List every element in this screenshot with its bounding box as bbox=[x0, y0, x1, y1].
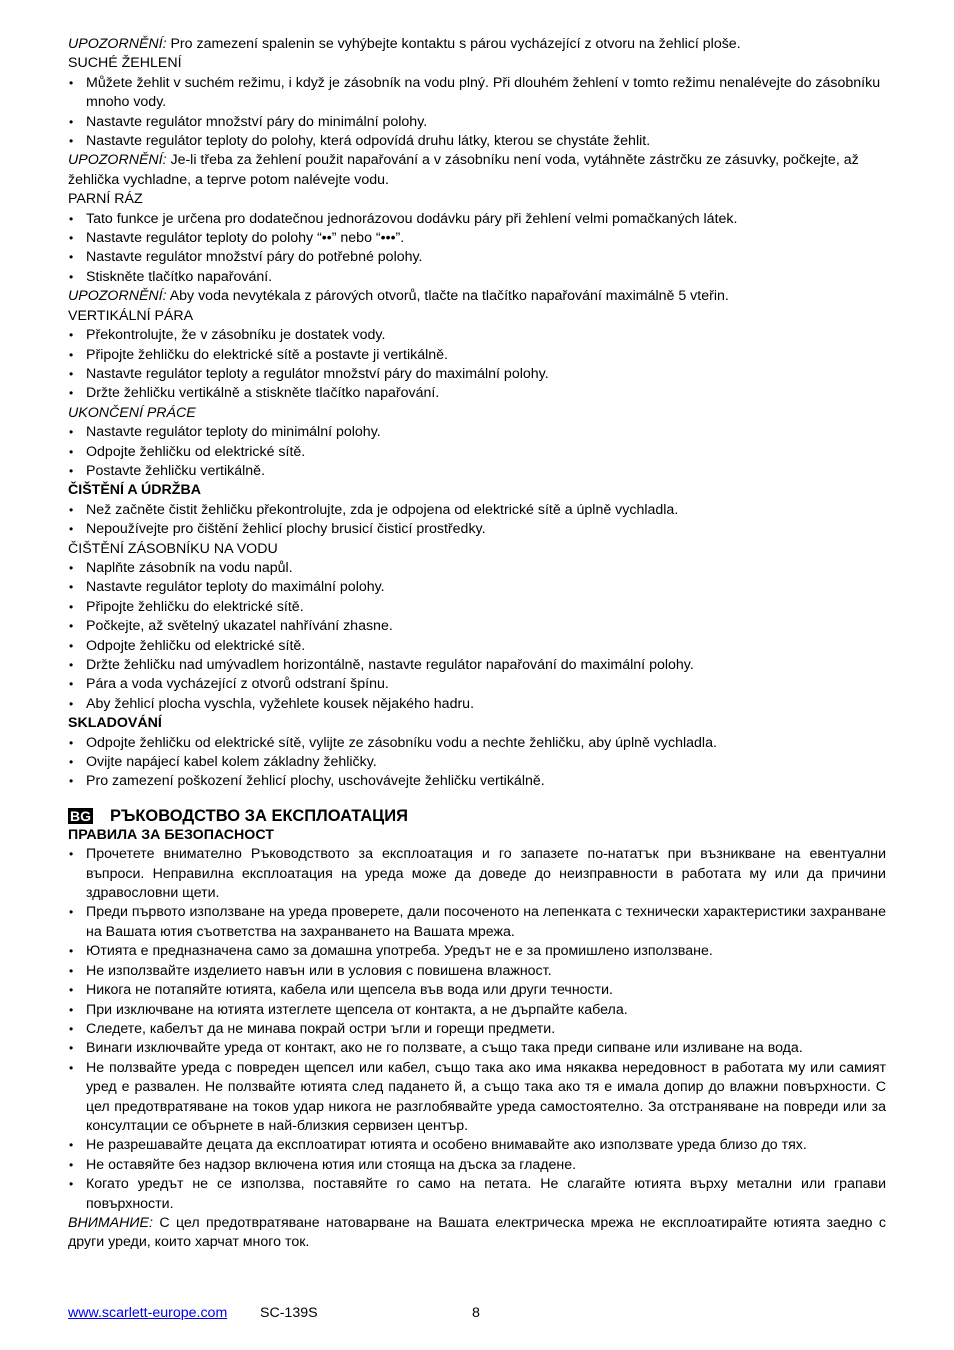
warning-1 bbox=[68, 35, 886, 54]
list-item: • Не оставяйте без надзор включена ютия или стояща на дъска за гладене. bbox=[68, 1156, 886, 1175]
bg-section-heading bbox=[68, 806, 886, 826]
warning-text: Je-li třeba za žehlení použit napařování a v zásobníku není voda, vytáhněte zástrčku ze zásuvky, počkejte, až žehlička vychladne, a teprve potom nalévejte vodu. bbox=[68, 152, 859, 188]
section-title-vertical-steam: VERTIKÁLNÍ PÁRA bbox=[68, 307, 194, 324]
list-item: • Преди първото използване на уреда проверете, дали посоченото на лепенката с технически характеристики захранване на Вашата ютия съответства на захранването на Вашата мрежа. bbox=[68, 903, 886, 942]
warning-text: С цел предотвратяване натоварване на Вашата електрическа мрежа не експлоатирайте ютията заедно с други уреди, които харчат много ток. bbox=[68, 1214, 886, 1251]
website-link[interactable]: www.scarlett-europe.com bbox=[68, 1305, 228, 1321]
list-item: • Не ползвайте уреда с повреден щепсел или кабел, също така ако има някаква нередовност в работата му или самият уред е развален. Не ползвайте ютията след падането й, а също така ако тя е имала допир до влажни повърхности. С цел предотвратяване на токов удар никога не разглобявайте уреда самостоятелно. За отстраняване на повреди или за консултации се обърнете в най-близкия сервизен център. bbox=[68, 1059, 886, 1137]
list-item: • Nastavte regulátor teploty do maximální polohy. bbox=[68, 578, 886, 597]
section-title-cleaning: ČIŠTĚNÍ A ÚDRŽBA bbox=[68, 482, 201, 499]
list-item: • Ютията е предназначена само за домашна употреба. Уредът не е за промишлено използване. bbox=[68, 942, 886, 961]
list-item: • Držte žehličku vertikálně a stiskněte tlačítko napařování. bbox=[68, 384, 886, 403]
list-item: • Odpojte žehličku od elektrické sítě, vylijte ze zásobníku vodu a nechte žehličku, aby úplně vychladla. bbox=[68, 734, 886, 753]
list-item: • Pára a voda vycházející z otvorů odstraní špínu. bbox=[68, 675, 886, 694]
list-item: • Můžete žehlit v suchém režimu, i když je zásobník na vodu plný. Při dlouhém žehlení v tomto režimu nenalévejte do zásobníku mnoho vody. bbox=[68, 74, 886, 113]
list-tank-cleaning bbox=[68, 559, 886, 714]
list-item: • Držte žehličku nad umývadlem horizontálně, nastavte regulátor napařování do maximální polohy. bbox=[68, 656, 886, 675]
list-item: • Не използвайте изделието навън или в условия с повишена влажност. bbox=[68, 962, 886, 981]
list-item: • Odpojte žehličku od elektrické sítě. bbox=[68, 443, 886, 462]
list-item: • Nastavte regulátor množství páry do potřebné polohy. bbox=[68, 248, 886, 267]
list-item: • Překontrolujte, že v zásobníku je dostatek vody. bbox=[68, 326, 886, 345]
warning-label: UPOZORNĚNÍ: bbox=[68, 288, 167, 305]
section-title-steam-burst: PARNÍ RÁZ bbox=[68, 191, 143, 208]
warning-text: Pro zamezení spalenin se vyhýbejte kontaktu s párou vycházející z otvoru na žehlicí ploše. bbox=[166, 36, 741, 52]
section-title-tank-cleaning: ČIŠTĚNÍ ZÁSOBNÍKU NA VODU bbox=[68, 540, 278, 557]
list-item: • Не разрешавайте децата да експлоатират ютията и особено внимавайте ако използвате уреда близо до тях. bbox=[68, 1136, 886, 1155]
list-item: • Pro zamezení poškození žehlicí plochy, uschovávejte žehličku vertikálně. bbox=[68, 772, 886, 791]
list-item: • Nastavte regulátor teploty do polohy “••” nebo “•••”. bbox=[68, 229, 886, 248]
list-item: • Прочетете внимателно Ръководството за експлоатация и го запазете по-нататък при възникване на евентуални въпроси. Неправилна експлоатация на уреда може да доведе до неизправности в работата му или да причини здравословни щети. bbox=[68, 845, 886, 903]
section-title-storage: SKLADOVÁNÍ bbox=[68, 715, 162, 732]
warning-label: UPOZORNĚNÍ: bbox=[68, 36, 167, 52]
list-item: • Naplňte zásobník na vodu napůl. bbox=[68, 559, 886, 578]
list-item: • Nepoužívejte pro čištění žehlicí plochy brusicí čisticí prostředky. bbox=[68, 520, 886, 539]
list-item: • Nastavte regulátor teploty do minimální polohy. bbox=[68, 423, 886, 442]
list-safety bbox=[68, 845, 886, 1214]
list-storage bbox=[68, 734, 886, 792]
warning-label: ВНИМАНИЕ: bbox=[68, 1214, 153, 1231]
list-item: • Винаги изключвайте уреда от контакт, ако не го ползвате, а също така преди сипване или изливане на вода. bbox=[68, 1039, 886, 1058]
list-item: • Aby žehlicí plocha vyschla, vyžehlete kousek nějakého hadru. bbox=[68, 695, 886, 714]
warning-3 bbox=[68, 287, 886, 306]
list-cleaning bbox=[68, 501, 886, 540]
language-badge: BG bbox=[70, 807, 91, 824]
bg-warning-note bbox=[68, 1214, 886, 1253]
list-steam-burst bbox=[68, 210, 886, 288]
warning-label: UPOZORNĚNÍ: bbox=[68, 152, 167, 169]
list-item: • Připojte žehličku do elektrické sítě a postavte ji vertikálně. bbox=[68, 346, 886, 365]
model-number: SC-139S bbox=[260, 1305, 318, 1321]
list-item: • Stiskněte tlačítko napařování. bbox=[68, 268, 886, 287]
warning-text: Aby voda nevytékala z párových otvorů, tlačte na tlačítko napařování maximálně 5 vteřin. bbox=[166, 288, 729, 305]
list-item: • При изключване на ютията изтеглете щепсела от контакта, а не дърпайте кабела. bbox=[68, 1001, 886, 1020]
list-item: • Nastavte regulátor teploty do polohy, která odpovídá druhu látky, kterou se chystáte žehlit. bbox=[68, 132, 886, 151]
list-end-of-work bbox=[68, 423, 886, 481]
section-title-end-of-work: UKONČENÍ PRÁCE bbox=[68, 404, 196, 421]
list-item: • Nastavte regulátor množství páry do minimální polohy. bbox=[68, 113, 886, 132]
document-page bbox=[68, 35, 886, 1253]
list-vertical-steam bbox=[68, 326, 886, 404]
bg-manual-title: РЪКОВОДСТВО ЗА ЕКСПЛОАТАЦИЯ bbox=[110, 806, 408, 825]
page-number: 8 bbox=[472, 1305, 480, 1321]
list-item: • Ovijte napájecí kabel kolem základny žehličky. bbox=[68, 753, 886, 772]
list-item: • Никога не потапяйте ютията, кабела или щепсела във вода или други течности. bbox=[68, 981, 886, 1000]
list-item: • Tato funkce je určena pro dodatečnou jednorázovou dodávku páry při žehlení velmi pomačkaných látek. bbox=[68, 210, 886, 229]
warning-2 bbox=[68, 151, 886, 190]
list-dry-ironing bbox=[68, 74, 886, 152]
list-item: • Когато уредът не се използва, поставяйте го само на петата. Не слагайте ютията върху метални или грапави повърхности. bbox=[68, 1175, 886, 1214]
section-title-dry-ironing: SUCHÉ ŽEHLENÍ bbox=[68, 55, 182, 72]
list-item: • Než začněte čistit žehličku překontrolujte, zda je odpojena od elektrické sítě a úplně vychladla. bbox=[68, 501, 886, 520]
list-item: • Postavte žehličku vertikálně. bbox=[68, 462, 886, 481]
list-item: • Следете, кабелът да не минава покрай остри ъгли и горещи предмети. bbox=[68, 1020, 886, 1039]
page-footer bbox=[68, 1304, 886, 1322]
list-item: • Počkejte, až světelný ukazatel nahřívání zhasne. bbox=[68, 617, 886, 636]
list-item: • Připojte žehličku do elektrické sítě. bbox=[68, 598, 886, 617]
list-item: • Nastavte regulátor teploty a regulátor množství páry do maximální polohy. bbox=[68, 365, 886, 384]
section-title-safety: ПРАВИЛА ЗА БЕЗОПАСНОСТ bbox=[68, 826, 274, 843]
list-item: • Odpojte žehličku od elektrické sítě. bbox=[68, 637, 886, 656]
